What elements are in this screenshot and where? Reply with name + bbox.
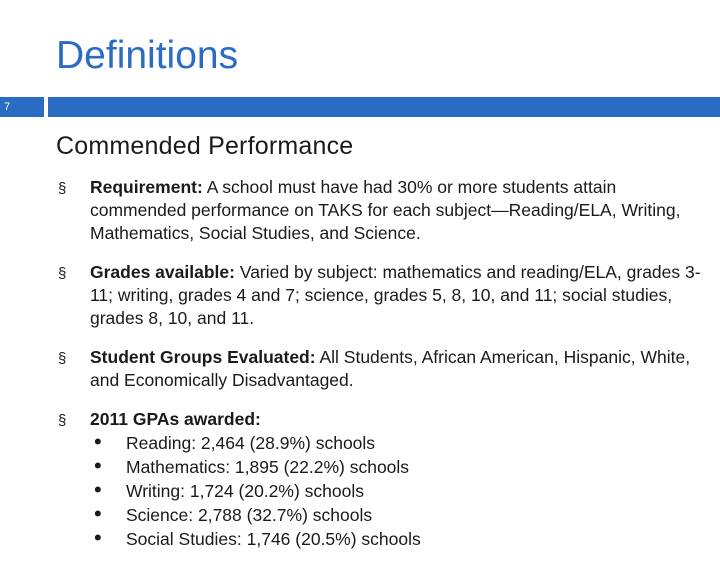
bullet-text: All Students, African American, Hispanic, White, and Economically Disadvantaged. — [90, 347, 691, 390]
bullet-label: Requirement: — [90, 177, 203, 197]
dot-bullet-icon: • — [94, 501, 102, 526]
dot-bullet-icon: • — [94, 429, 102, 454]
slide-title: Definitions — [56, 34, 239, 77]
gpa-item-text: Science: 2,788 (32.7%) schools — [126, 505, 373, 525]
gpa-item-text: Social Studies: 1,746 (20.5%) schools — [126, 529, 421, 549]
section-heading: Commended Performance — [56, 132, 354, 160]
bullet-text: A school must have had 30% or more students attain commended performance on TAKS for each subject—Reading/ELA, Writing, Mathematics, Social Studies, and Science. — [90, 177, 681, 243]
bullet-label: Student Groups Evaluated: — [90, 347, 316, 367]
title-bar — [0, 97, 720, 117]
slide-number: 7 — [0, 97, 44, 117]
gpa-list — [90, 431, 708, 551]
bullet-list — [58, 176, 708, 567]
gpa-item-reading — [90, 431, 708, 455]
bullet-label: 2011 GPAs awarded: — [90, 409, 261, 429]
gpa-item-text: Mathematics: 1,895 (22.2%) schools — [126, 457, 410, 477]
dot-bullet-icon: • — [94, 453, 102, 478]
dot-bullet-icon: • — [94, 477, 102, 502]
title-bar-line — [48, 97, 720, 117]
dot-bullet-icon: • — [94, 525, 102, 550]
square-bullet-icon: § — [58, 350, 67, 367]
bullet-student-groups — [58, 346, 708, 392]
bullet-grades — [58, 261, 708, 330]
gpa-item-science — [90, 503, 708, 527]
square-bullet-icon: § — [58, 412, 67, 429]
gpa-item-text: Writing: 1,724 (20.2%) schools — [126, 481, 364, 501]
bullet-gpas — [58, 408, 708, 551]
square-bullet-icon: § — [58, 180, 67, 197]
bullet-requirement — [58, 176, 708, 245]
gpa-item-text: Reading: 2,464 (28.9%) schools — [126, 433, 376, 453]
bullet-label: Grades available: — [90, 262, 235, 282]
square-bullet-icon: § — [58, 265, 67, 282]
gpa-item-social-studies — [90, 527, 708, 551]
gpa-item-mathematics — [90, 455, 708, 479]
gpa-item-writing — [90, 479, 708, 503]
bullet-text: Varied by subject: mathematics and reading/ELA, grades 3-11; writing, grades 4 and 7; science, grades 5, 8, 10, and 11; social studies, grades 8, 10, and 11. — [90, 262, 701, 328]
